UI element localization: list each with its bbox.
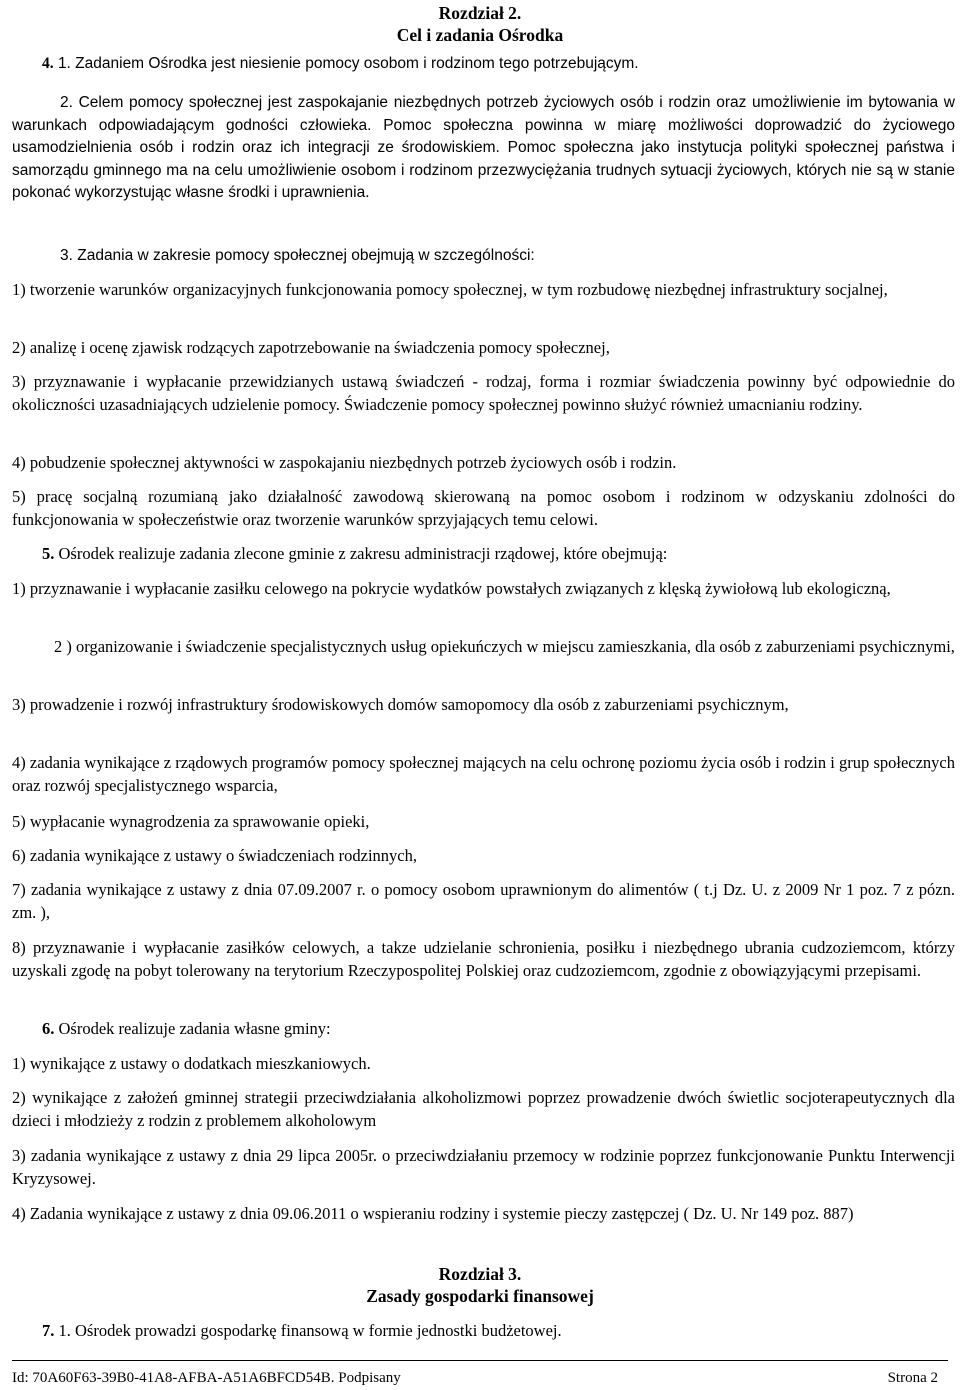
section-5-item-4: 4) zadania wynikające z rządowych programów pomocy społecznej mających na celu ochronę poziomu życia osób i rodzin i grup społecznych oraz rozwój specjalistycznego wsparcia,	[12, 753, 955, 795]
footer-page-number: Strona 2	[887, 1370, 938, 1386]
section-5-number: 5.	[42, 544, 55, 563]
section-5-item-8: 8) przyznawanie i wypłacanie zasiłków celowych, a takze udzielanie schronienia, posiłku i niezbędnego ubrania cudzoziemcom, którzy uzyskali zgodę na pobyt tolerowany na terytorium Rzeczypospolitej Polskiej oraz cudzoziemcom, zgodnie z obowiązyjącymi przepisami.	[12, 938, 955, 980]
section-4-paragraph-3: 3. Zadania w zakresie pomocy społecznej obejmują w szczególności:	[60, 247, 535, 264]
section-5-item-5: 5) wypłacanie wynagrodzenia za sprawowanie opieki,	[12, 812, 370, 831]
section-7-paragraph-1: 7. 1. Ośrodek prowadzi gospodarkę finansową w formie jednostki budżetowej.	[42, 1321, 562, 1340]
section-4-item-3: 3) przyznawanie i wypłacanie przewidzianych ustawą świadczeń - rodzaj, forma i rozmiar świadczenia powinny być odpowiednie do okoliczności uzasadniających udzielenie pomocy. Świadczenie pomocy społecznej powinno służyć również umacnianiu rodziny.	[12, 372, 955, 414]
section-4-item-2: 2) analizę i ocenę zjawisk rodzących zapotrzebowanie na świadczenia pomocy społecznej,	[12, 338, 610, 357]
section-6-intro: 6. Ośrodek realizuje zadania własne gminy:	[42, 1019, 331, 1038]
chapter-3-title: Rozdział 3.	[438, 1264, 522, 1284]
section-4-paragraph-2: 2. Celem pomocy społecznej jest zaspokajanie niezbędnych potrzeb życiowych osób i rodzin oraz umożliwienie im bytowania w warunkach odpowiadającym godności człowieka. Pomoc społeczna powinna w miarę możliwości doprowadzić do życiowego usamodzielnienia osób i rodzin oraz ich integracji ze środowiskiem. Pomoc społeczna jako instytucja polityki społecznej państwa i samorządu gminnego ma na celu umożliwienie osobom i rodzinom przezwyciężania trudnych sytuacji życiowych, których nie są w stanie pokonać wykorzystując własne środki i uprawnienia.	[12, 94, 955, 201]
section-5-intro: 5. Ośrodek realizuje zadania zlecone gminie z zakresu administracji rządowej, które obejmują:	[42, 544, 668, 563]
section-6-number: 6.	[42, 1019, 55, 1038]
chapter-3-subtitle: Zasady gospodarki finansowej	[366, 1286, 594, 1306]
section-4-item-5: 5) pracę socjalną rozumianą jako działalność zawodową skierowaną na pomoc osobom i rodzinom w odzyskaniu zdolności do funkcjonowania w społeczeństwie oraz tworzenie warunków sprzyjających temu celowi.	[12, 487, 955, 529]
section-4-paragraph-1: 4. 1. Zadaniem Ośrodka jest niesienie pomocy osobom i rodzinom tego potrzebującym.	[42, 55, 639, 72]
section-4-item-1: 1) tworzenie warunków organizacyjnych funkcjonowania pomocy społecznej, w tym rozbudowę niezbędnej infrastruktury socjalnej,	[12, 280, 888, 299]
section-6-item-4: 4) Zadania wynikające z ustawy z dnia 09.06.2011 o wspieraniu rodziny i systemie pieczy zastępczej ( Dz. U. Nr 149 poz. 887)	[12, 1204, 854, 1223]
section-5-item-7: 7) zadania wynikające z ustawy z dnia 07.09.2007 r. o pomocy osobom uprawnionym do alimentów ( t.j Dz. U. z 2009 Nr 1 poz. 7 z pózn. zm. ),	[12, 880, 955, 922]
footer-divider	[12, 1360, 948, 1361]
section-6-item-2: 2) wynikające z założeń gminnej strategii przeciwdziałania alkoholizmowi poprzez prowadzenie dwóch świetlic socjoterapeutycznych dla dzieci i młodzieży z rodzin z problemem alkoholowym	[12, 1088, 955, 1130]
section-6-item-3: 3) zadania wynikające z ustawy z dnia 29 lipca 2005r. o przeciwdziałaniu przemocy w rodzinie poprzez funkcjonowanie Punktu Interwencji Kryzysowej.	[12, 1146, 955, 1188]
section-7-number: 7.	[42, 1321, 55, 1340]
section-5-item-3: 3) prowadzenie i rozwój infrastruktury środowiskowych domów samopomocy dla osób z zaburzeniami psychicznym,	[12, 695, 789, 714]
section-5-item-1: 1) przyznawanie i wypłacanie zasiłku celowego na pokrycie wydatków powstałych związanych z klęską żywiołową lub ekologiczną,	[12, 579, 891, 598]
section-6-item-1: 1) wynikające z ustawy o dodatkach mieszkaniowych.	[12, 1054, 371, 1073]
section-4-item-4: 4) pobudzenie społecznej aktywności w zaspokajaniu niezbędnych potrzeb życiowych osób i rodzin.	[12, 453, 677, 472]
footer-document-id: Id: 70A60F63-39B0-41A8-AFBA-A51A6BFCD54B. Podpisany	[12, 1370, 401, 1386]
section-5-item-6: 6) zadania wynikające z ustawy o świadczeniach rodzinnych,	[12, 846, 417, 865]
section-4-number: 4.	[42, 55, 54, 72]
section-5-item-2: 2 ) organizowanie i świadczenie specjalistycznych usług opiekuńczych w miejscu zamieszkania, dla osób z zaburzeniami psychicznymi,	[54, 637, 955, 656]
chapter-2-title: Rozdział 2.	[438, 3, 522, 23]
chapter-2-subtitle: Cel i zadania Ośrodka	[396, 25, 564, 45]
